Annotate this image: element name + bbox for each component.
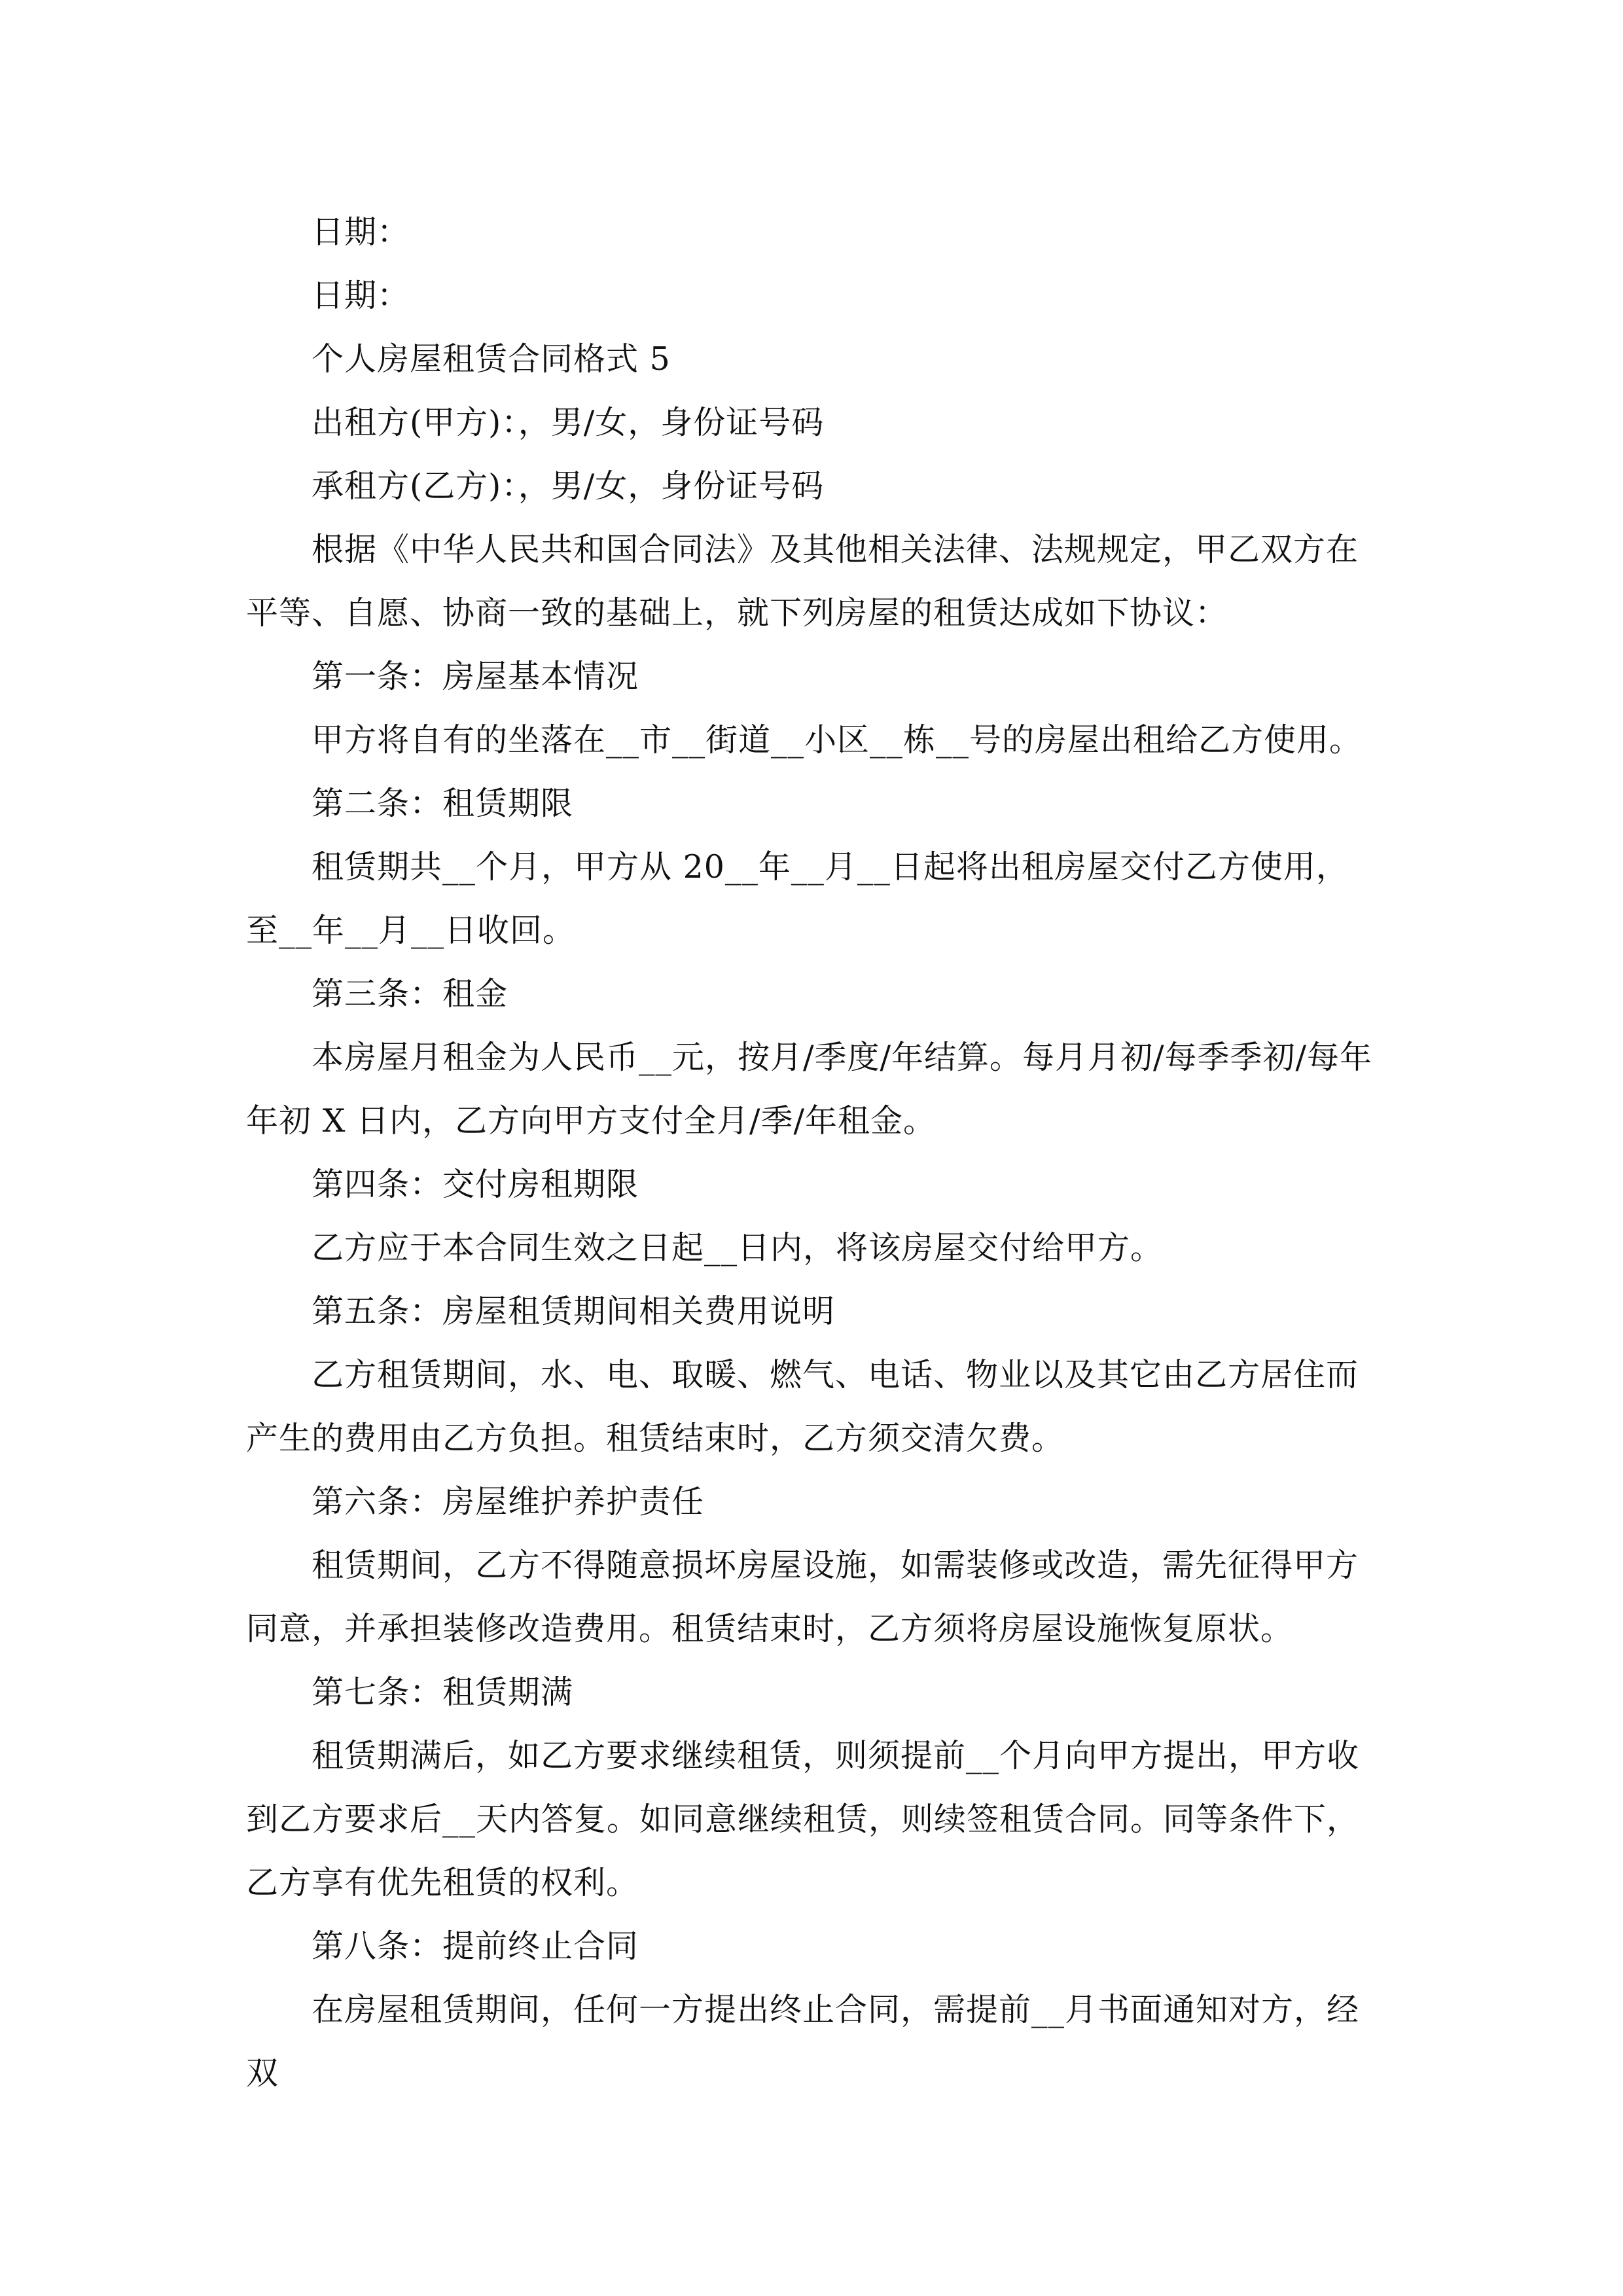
lessee-line: 承租方(乙方)：，男/女，身份证号码 bbox=[312, 467, 825, 505]
article-heading: 第六条：房屋维护养护责任 bbox=[312, 1483, 705, 1520]
date-line: 日期： bbox=[312, 213, 410, 251]
preamble-paragraph: 根据《中华人民共和国合同法》及其他相关法律、法规规定，甲乙双方在平等、自愿、协商一致的基础上，就下列房屋的租赁达成如下协议： bbox=[246, 531, 1359, 632]
article-heading: 第七条：租赁期满 bbox=[312, 1674, 574, 1711]
article-heading: 第一条：房屋基本情况 bbox=[312, 658, 639, 695]
article-heading: 第八条：提前终止合同 bbox=[312, 1928, 639, 1965]
article-body: 租赁期间，乙方不得随意损坏房屋设施，如需装修或改造，需先征得甲方同意，并承担装修改造费用。租赁结束时，乙方须将房屋设施恢复原状。 bbox=[246, 1547, 1359, 1647]
article-heading: 第二条：租赁期限 bbox=[312, 785, 574, 822]
article-heading: 第四条：交付房租期限 bbox=[312, 1166, 639, 1203]
article-body: 乙方租赁期间，水、电、取暖、燃气、电话、物业以及其它由乙方居住而产生的费用由乙方负担。租赁结束时，乙方须交清欠费。 bbox=[246, 1356, 1359, 1457]
article-body: 在房屋租赁期间，任何一方提出终止合同，需提前__月书面通知对方，经双 bbox=[246, 1991, 1360, 2092]
article-body: 本房屋月租金为人民币__元，按月/季度/年结算。每月月初/每季季初/每年年初 X 日内，乙方向甲方支付全月/季/年租金。 bbox=[246, 1039, 1373, 1139]
article-body: 租赁期满后，如乙方要求继续租赁，则须提前__个月向甲方提出，甲方收到乙方要求后__天内答复。如同意继续租赁，则续签租赁合同。同等条件下，乙方享有优先租赁的权利。 bbox=[246, 1737, 1360, 1901]
article-heading: 第五条：房屋租赁期间相关费用说明 bbox=[312, 1293, 836, 1330]
date-line: 日期： bbox=[312, 277, 410, 314]
article-heading: 第三条：租金 bbox=[312, 975, 508, 1013]
article-body: 乙方应于本合同生效之日起__日内，将该房屋交付给甲方。 bbox=[312, 1229, 1164, 1266]
article-body: 租赁期共__个月，甲方从 20__年__月__日起将出租房屋交付乙方使用，至__年__月__日收回。 bbox=[246, 848, 1349, 949]
lessor-line: 出租方(甲方)：，男/女，身份证号码 bbox=[312, 404, 825, 441]
document-body bbox=[246, 200, 1378, 2105]
article-body: 甲方将自有的坐落在__市__街道__小区__栋__号的房屋出租给乙方使用。 bbox=[312, 721, 1363, 759]
contract-title: 个人房屋租赁合同格式 5 bbox=[312, 340, 671, 378]
